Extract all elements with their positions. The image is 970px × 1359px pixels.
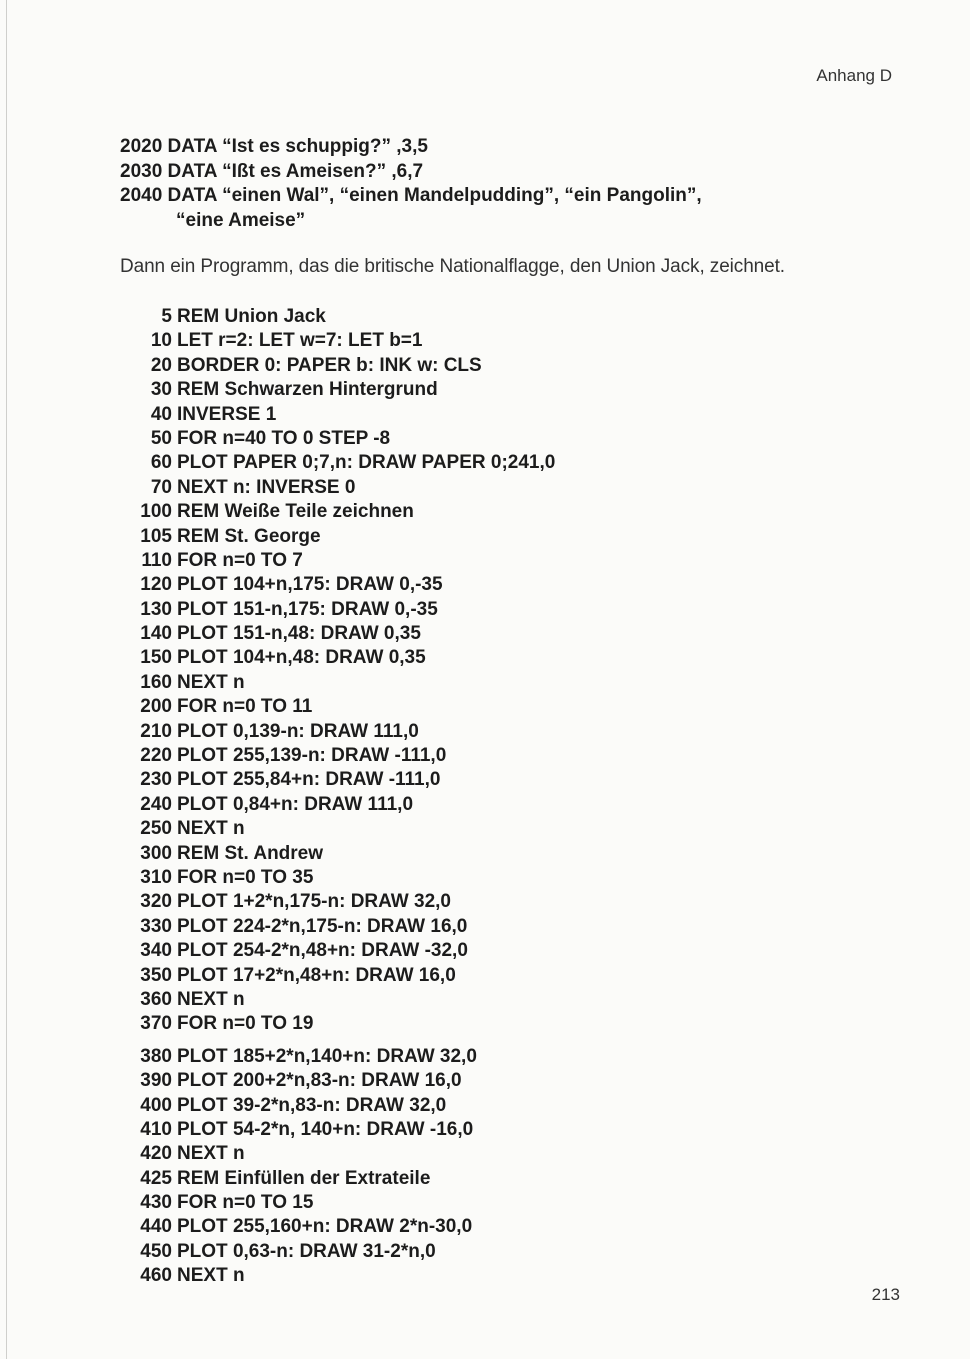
data-line-continuation xyxy=(120,209,702,234)
code-line xyxy=(120,671,555,695)
line-number: 10 xyxy=(150,330,172,352)
statement: PLOT 185+2*n,140+n: DRAW 32,0 xyxy=(177,1045,477,1067)
statement: NEXT n xyxy=(177,1143,245,1165)
statement: PLOT 54-2*n, 140+n: DRAW -16,0 xyxy=(177,1118,474,1140)
line-number: 140 xyxy=(140,623,172,645)
statement: NEXT n: INVERSE 0 xyxy=(177,476,356,498)
code-line xyxy=(120,500,555,524)
line-number: 70 xyxy=(150,476,172,498)
line-number: 220 xyxy=(140,745,172,767)
line-number: 20 xyxy=(150,354,172,376)
statement: PLOT 254-2*n,48+n: DRAW -32,0 xyxy=(177,940,468,962)
code-line xyxy=(120,964,555,988)
code-line xyxy=(120,622,555,646)
code-line xyxy=(120,890,555,914)
line-number: 110 xyxy=(141,549,172,571)
code-line xyxy=(120,1045,555,1069)
code-line xyxy=(120,378,555,402)
line-number: 50 xyxy=(150,427,172,449)
line-number: 130 xyxy=(140,598,172,620)
code-line xyxy=(120,1012,555,1036)
line-number: 390 xyxy=(140,1070,172,1092)
line-number: 5 xyxy=(161,306,172,327)
data-line: 2040 DATA “einen Wal”, “einen Mandelpudding”, “ein Pangolin”, xyxy=(120,185,702,206)
line-number: 230 xyxy=(140,769,172,791)
page-edge xyxy=(6,0,7,1359)
line-number: 40 xyxy=(150,403,172,425)
line-number: 430 xyxy=(140,1192,172,1214)
code-line xyxy=(120,427,555,451)
line-number: 105 xyxy=(140,525,172,547)
statement: PLOT 200+2*n,83-n: DRAW 16,0 xyxy=(177,1070,462,1092)
code-line xyxy=(120,988,555,1012)
statement: REM St. George xyxy=(177,525,321,547)
code-line xyxy=(120,403,555,427)
code-line xyxy=(120,744,555,768)
code-line xyxy=(120,646,555,670)
statement: REM St. Andrew xyxy=(177,842,324,864)
code-line xyxy=(120,1264,555,1288)
statement: INVERSE 1 xyxy=(177,403,277,425)
code-line xyxy=(120,817,555,841)
line-number: 320 xyxy=(140,891,172,913)
statement: NEXT n xyxy=(177,671,245,693)
code-line xyxy=(120,768,555,792)
data-line: 2020 DATA “Ist es schuppig?” ,3,5 xyxy=(120,136,428,157)
statement: PLOT 151-n,48: DRAW 0,35 xyxy=(177,623,421,645)
statement: REM Schwarzen Hintergrund xyxy=(177,379,438,401)
code-line xyxy=(120,1118,555,1142)
line-number: 30 xyxy=(150,379,172,401)
code-line xyxy=(120,842,555,866)
statement: PLOT 0,84+n: DRAW 111,0 xyxy=(177,793,414,815)
line-number: 250 xyxy=(140,818,172,840)
statement: FOR n=40 TO 0 STEP -8 xyxy=(177,427,391,449)
code-line xyxy=(120,549,555,573)
line-number: 340 xyxy=(140,940,172,962)
code-line xyxy=(120,1069,555,1093)
code-line xyxy=(120,354,555,378)
line-number: 310 xyxy=(140,866,172,888)
code-line xyxy=(120,573,555,597)
code-line xyxy=(120,451,555,475)
code-line xyxy=(120,695,555,719)
code-line xyxy=(120,1240,555,1264)
statement: PLOT 255,84+n: DRAW -111,0 xyxy=(177,769,441,791)
statement: PLOT 255,139-n: DRAW -111,0 xyxy=(177,745,447,767)
statement: PLOT 104+n,175: DRAW 0,-35 xyxy=(177,574,443,596)
code-line xyxy=(120,476,555,500)
statement: FOR n=0 TO 15 xyxy=(177,1192,314,1214)
data-line: 2030 DATA “Ißt es Ameisen?” ,6,7 xyxy=(120,160,424,182)
code-line xyxy=(120,598,555,622)
code-line xyxy=(120,866,555,890)
line-number: 360 xyxy=(140,988,172,1010)
line-number: 240 xyxy=(140,793,172,815)
statement: FOR n=0 TO 35 xyxy=(177,866,314,888)
line-number: 120 xyxy=(140,574,172,596)
code-line xyxy=(120,305,555,329)
line-number: 210 xyxy=(140,720,172,742)
line-number: 370 xyxy=(140,1013,172,1035)
statement: FOR n=0 TO 11 xyxy=(177,696,313,718)
line-number: 200 xyxy=(140,696,172,718)
code-line xyxy=(120,793,555,817)
line-number: 330 xyxy=(140,915,172,937)
statement: PLOT 104+n,48: DRAW 0,35 xyxy=(177,647,426,669)
line-number: 450 xyxy=(140,1240,172,1262)
line-number: 60 xyxy=(150,452,172,474)
statement: NEXT n xyxy=(177,1265,245,1287)
intro-paragraph: Dann ein Programm, das die britische Nationalflagge, den Union Jack, zeichnet. xyxy=(120,256,785,277)
code-line xyxy=(120,1142,555,1166)
statement: FOR n=0 TO 7 xyxy=(177,549,303,571)
code-line xyxy=(120,720,555,744)
statement: NEXT n xyxy=(177,818,245,840)
line-number: 460 xyxy=(140,1265,172,1287)
page-number: 213 xyxy=(871,1285,900,1304)
code-line xyxy=(120,915,555,939)
statement: PLOT 0,63-n: DRAW 31-2*n,0 xyxy=(177,1240,436,1262)
statement: FOR n=0 TO 19 xyxy=(177,1013,314,1035)
line-number: 380 xyxy=(140,1045,172,1067)
statement: REM Weiße Teile zeichnen xyxy=(177,501,414,523)
code-line xyxy=(120,939,555,963)
statement: PLOT 39-2*n,83-n: DRAW 32,0 xyxy=(177,1094,447,1116)
statement: PLOT 17+2*n,48+n: DRAW 16,0 xyxy=(177,964,456,986)
code-line xyxy=(120,1215,555,1239)
line-number: 300 xyxy=(140,842,172,864)
code-line xyxy=(120,1167,555,1191)
statement: BORDER 0: PAPER b: INK w: CLS xyxy=(177,354,482,376)
statement: LET r=2: LET w=7: LET b=1 xyxy=(177,330,423,352)
statement: PLOT 255,160+n: DRAW 2*n-30,0 xyxy=(177,1216,473,1238)
statement: NEXT n xyxy=(177,988,245,1010)
continuation-text: “eine Ameise” xyxy=(176,209,306,231)
line-number: 160 xyxy=(140,671,172,693)
line-number: 440 xyxy=(140,1216,172,1238)
code-line xyxy=(120,329,555,353)
line-number: 400 xyxy=(140,1094,172,1116)
statement: PLOT 151-n,175: DRAW 0,-35 xyxy=(177,598,438,620)
line-number: 100 xyxy=(140,501,172,523)
line-number: 350 xyxy=(140,964,172,986)
statement: REM Union Jack xyxy=(177,306,326,327)
line-number: 420 xyxy=(140,1143,172,1165)
statement: PLOT 0,139-n: DRAW 111,0 xyxy=(177,720,419,742)
line-number: 410 xyxy=(140,1118,172,1140)
statement: PLOT 1+2*n,175-n: DRAW 32,0 xyxy=(177,891,451,913)
data-statements xyxy=(120,135,702,233)
line-number: 150 xyxy=(140,647,172,669)
statement: REM Einfüllen der Extrateile xyxy=(177,1167,431,1189)
statement: PLOT PAPER 0;7,n: DRAW PAPER 0;241,0 xyxy=(177,452,556,474)
code-line xyxy=(120,525,555,549)
basic-listing xyxy=(120,305,555,1289)
statement: PLOT 224-2*n,175-n: DRAW 16,0 xyxy=(177,915,468,937)
code-line xyxy=(120,1191,555,1215)
running-head: Anhang D xyxy=(816,66,892,85)
line-number: 425 xyxy=(140,1167,172,1189)
code-line xyxy=(120,1094,555,1118)
